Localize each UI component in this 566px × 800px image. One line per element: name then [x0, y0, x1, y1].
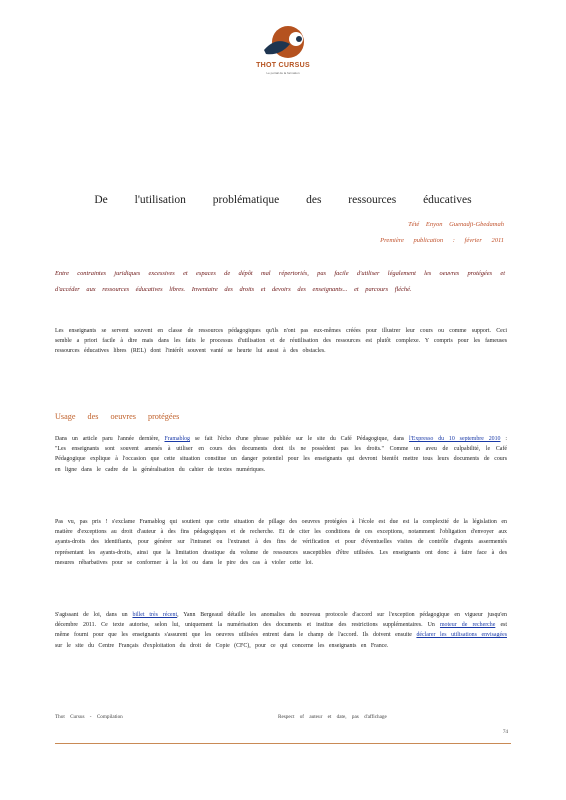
- p3-text-d: sur le site du Centre Français d'exploitation du droit de Copie (CFC), pour ce qui concerne les enseignants en France.: [55, 642, 389, 649]
- logo-tagline: Le portail de la formation: [266, 71, 300, 75]
- intro-paragraph: Les enseignants se servent souvent en classe de ressources pédagogiques qu'ils n'ont pas eux-mêmes créées pour illustrer leur cours ou comme support. Ceci semble a priori facile à dire mais dans les faits le processus d'utilisation et de réutilisation des ressources est plutôt complexe. Y compris pour les fameuses ressources éducatives libres (REL) dont l'intérêt souvent vanté se heurte lui aussi à des obstacles.: [55, 328, 507, 355]
- logo-name: THOT CURSUS: [256, 62, 310, 69]
- paragraph-3: [55, 610, 507, 651]
- article-abstract: Entre contraintes juridiques excessives et espaces de dépôt mal répertoriés, pas facile d'utiliser légalement les oeuvres protégées et d'accéder aux ressources éducatives libres. Inventaire des droits et devoirs des enseignants... et parcours fléché.: [55, 270, 505, 293]
- p3-text-c: est même fourni pour que les enseignants s'assurent que les oeuvres utilisées entrent dans le champ de l'accord. Ils doivent ensuite: [55, 622, 507, 639]
- billet-link[interactable]: billet très récent: [132, 612, 178, 618]
- footer-left-text: Thot Cursus - Compilation: [55, 714, 123, 720]
- paragraph-1: [55, 434, 507, 475]
- section-heading: Usage des oeuvres protégées: [55, 412, 180, 421]
- page-number: 74: [502, 729, 508, 735]
- p3-text-a: S'agissant de loi, dans un: [55, 612, 133, 618]
- expresso-link[interactable]: l'Expresso du 10 septembre 2010: [409, 436, 501, 442]
- paragraph-2: Pas vu, pas pris ! s'exclame Framablog qui soutient que cette situation de pillage des oeuvres protégées à l'école est due est la complexité de la législation en matière d'exceptions au droit d'auteur à des fins pédagogiques et de recherche. Et de citer les conditions de ces exceptions, notamment l'obligation d'envoyer aux ayants-droits des identifiants, pour générer sur l'intranet ou l'extranet à des fins de vérification et pour d'éventuelles visites de contrôle d'agents assermentés représentant les ayants-droits, ainsi que la limitation drastique du volume de ressources susceptibles d'être utilisées. Les enseignants ont donc à faire face à des mesures rébarbatives pour se conformer à la loi ou dans le pire des cas à violer cette loi.: [55, 519, 507, 566]
- framablog-link[interactable]: Framablog: [164, 436, 191, 442]
- footer-right-text: Respect of auteur et date, pas d'affichage: [278, 714, 387, 720]
- p1-text-b: se fait l'écho d'une phrase publiée sur le site du Café Pédagogique, dans: [190, 436, 410, 442]
- article-author: Tété Enyon Guenadji-Gbedamah: [408, 221, 504, 228]
- article-title: De l'utilisation problématique des ressources éducatives: [94, 194, 472, 206]
- publication-date: Première publication : février 2011: [380, 237, 504, 244]
- moteur-recherche-link[interactable]: moteur de recherche: [439, 622, 496, 629]
- p1-text-a: Dans un article paru l'année dernière,: [55, 436, 165, 442]
- footer-divider: [55, 743, 511, 744]
- p3-text-b: , Yann Bergeaud détaille les anomalies du nouveau protocole d'accord sur l'exception pédagogique en vigueur jusqu'en décembre 2011. Ce texte autorise, selon lui, uniquement la numérisation des documents et institue des restrictions supplémentaires. Un: [55, 612, 507, 629]
- p1-text-c: : "Les enseignants sont souvent amenés à utiliser en cours des documents dont ils ne possèdent pas les droits." Comme un aveu de culpabilité, le Café Pédagogique explique à l'occasion que cette situation constitue un danger potentiel pour les enseignants qui devront bientôt mettre tous leurs documents de cours en ligne dans le cadre de la généralisation du cahier de textes numériques.: [55, 436, 508, 473]
- declarer-link[interactable]: déclarer les utilisations envisagées: [416, 632, 507, 639]
